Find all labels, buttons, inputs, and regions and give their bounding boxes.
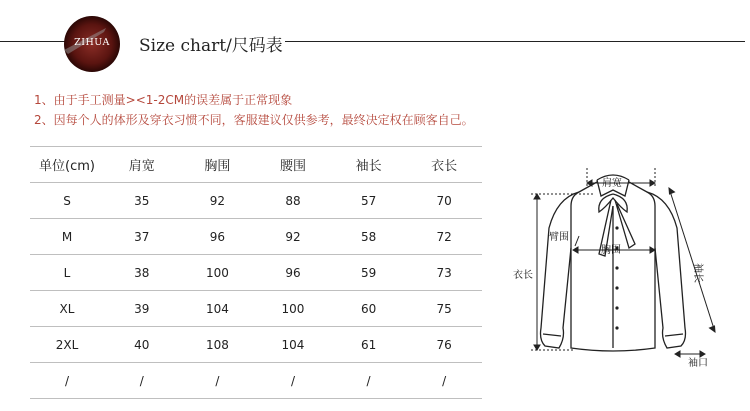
table-cell: / — [406, 363, 482, 399]
table-cell: 61 — [331, 327, 407, 363]
garment-measurement-diagram — [505, 158, 735, 408]
table-cell: 104 — [180, 291, 256, 327]
label-armhole: 臂围 — [549, 232, 569, 243]
table-cell: 108 — [180, 327, 256, 363]
brand-logo — [62, 14, 122, 74]
table-cell: 72 — [406, 219, 482, 255]
table-cell: / — [104, 363, 180, 399]
table-cell: 75 — [406, 291, 482, 327]
blouse-illustration — [541, 175, 686, 351]
label-sleeve: 袖长 — [692, 263, 703, 283]
table-cell: S — [30, 183, 104, 219]
label-shoulder: 肩宽 — [602, 178, 622, 189]
table-cell: 35 — [104, 183, 180, 219]
page-title: Size chart/尺码表 — [139, 36, 283, 56]
table-row — [30, 327, 482, 363]
table-cell: 100 — [180, 255, 256, 291]
table-cell: 40 — [104, 327, 180, 363]
table-cell: 96 — [255, 255, 331, 291]
table-cell: 60 — [331, 291, 407, 327]
table-cell: 76 — [406, 327, 482, 363]
col-header-chest: 胸围 — [180, 147, 256, 183]
col-header-length: 衣长 — [406, 147, 482, 183]
size-table — [30, 146, 482, 399]
col-header-sleeve: 袖长 — [331, 147, 407, 183]
table-cell: 70 — [406, 183, 482, 219]
table-cell: 37 — [104, 219, 180, 255]
header-rule-right — [285, 41, 745, 42]
label-length: 衣长 — [513, 270, 533, 281]
table-cell: / — [331, 363, 407, 399]
button-dots — [615, 226, 618, 329]
table-cell: 92 — [255, 219, 331, 255]
note-measurement-error: 1、由于手工测量><1-2CM的误差属于正常现象 — [34, 93, 293, 107]
table-cell: M — [30, 219, 104, 255]
table-cell: / — [30, 363, 104, 399]
label-chest: 胸围 — [601, 245, 621, 256]
table-cell: 96 — [180, 219, 256, 255]
table-cell: XL — [30, 291, 104, 327]
table-cell: 88 — [255, 183, 331, 219]
table-cell: 104 — [255, 327, 331, 363]
table-header-row — [30, 147, 482, 183]
col-header-shoulder: 肩宽 — [104, 147, 180, 183]
table-cell: 59 — [331, 255, 407, 291]
table-cell: 38 — [104, 255, 180, 291]
logo-text: ZIHUA — [74, 37, 110, 48]
label-cuff: 袖口 — [688, 358, 708, 369]
table-row — [30, 183, 482, 219]
measurement-guides — [531, 168, 715, 357]
table-cell: L — [30, 255, 104, 291]
table-cell: 58 — [331, 219, 407, 255]
table-row — [30, 291, 482, 327]
col-header-waist: 腰围 — [255, 147, 331, 183]
col-header-unit: 单位(cm) — [30, 147, 104, 183]
table-row — [30, 363, 482, 399]
table-cell: 92 — [180, 183, 256, 219]
table-cell: 2XL — [30, 327, 104, 363]
table-cell: / — [180, 363, 256, 399]
table-cell: 100 — [255, 291, 331, 327]
table-cell: / — [255, 363, 331, 399]
table-cell: 57 — [331, 183, 407, 219]
table-cell: 73 — [406, 255, 482, 291]
table-row — [30, 219, 482, 255]
table-row — [30, 255, 482, 291]
note-reference-only: 2、因每个人的体形及穿衣习惯不同，客服建议仅供参考，最终决定权在顾客自己。 — [34, 113, 474, 127]
table-cell: 39 — [104, 291, 180, 327]
